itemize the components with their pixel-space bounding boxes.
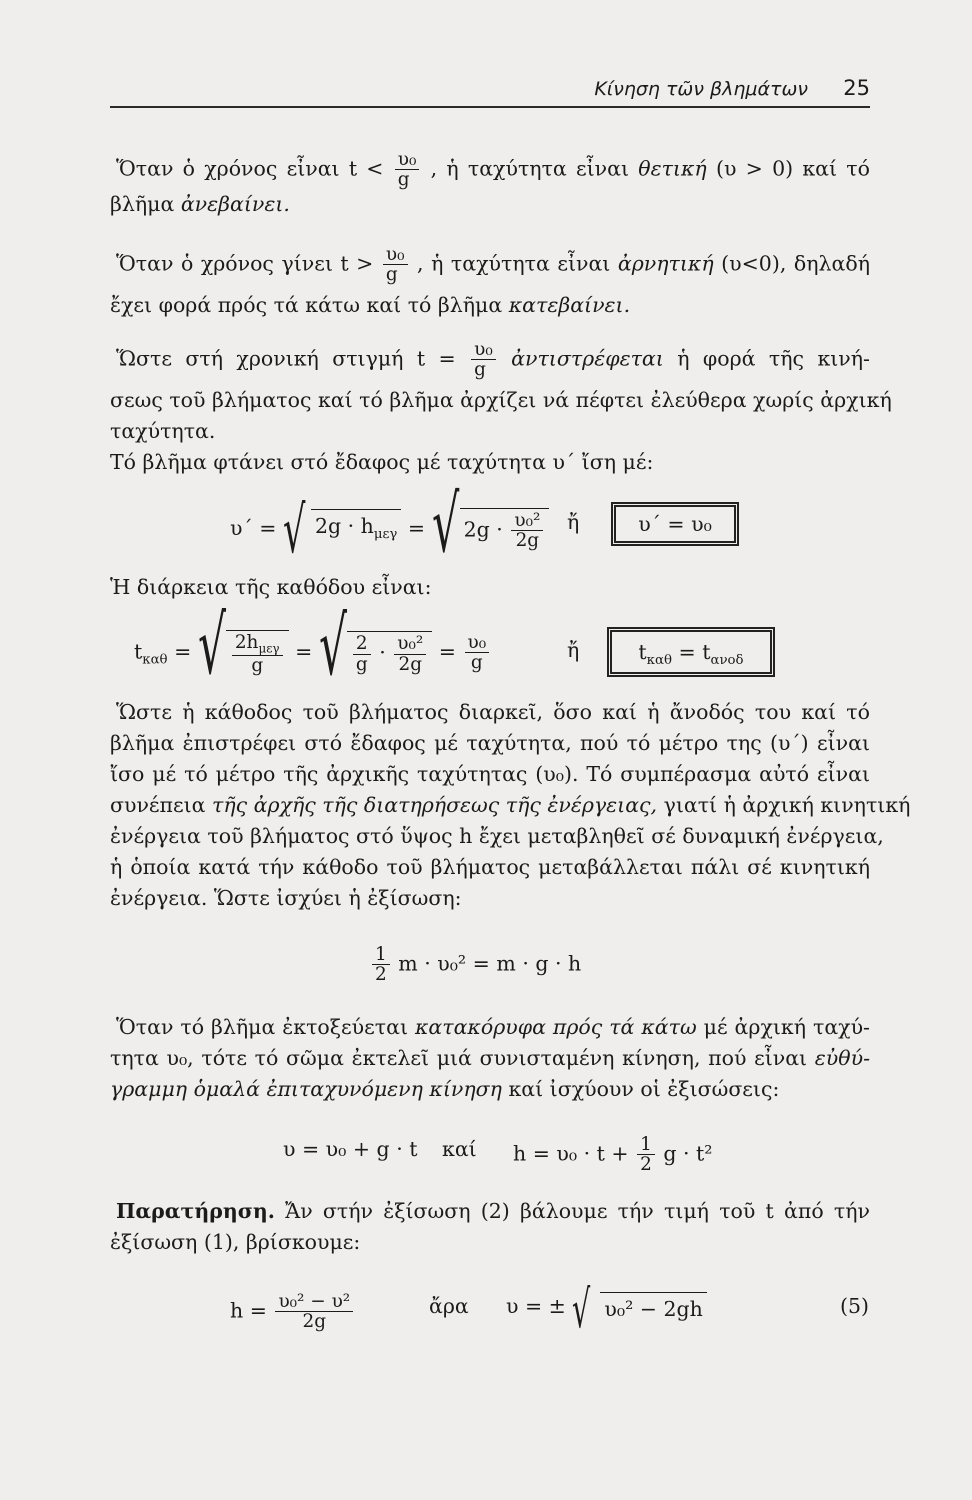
emphasis: ἀντιστρέφεται xyxy=(511,346,664,371)
fraction: $\frac{\text{υ₀}}{g}$ xyxy=(383,245,408,285)
emphasis: τῆς ἀρχῆς τῆς διατηρήσεως τῆς ἐνέργειας, xyxy=(212,793,658,817)
paragraph-line: Ὥστε ἡ κάθοδος τοῦ βλήματος διαρκεῖ, ὅσο καί ἡ ἄνοδός του καί τό xyxy=(116,700,870,724)
paragraph-line: ἐνέργεια τοῦ βλήματος στό ὕψος h ἔχει μεταβληθεῖ σέ δυναμική ἐνέργεια, xyxy=(110,824,884,848)
paragraph-line: Ἡ διάρκεια τῆς καθόδου εἶναι: xyxy=(110,575,432,599)
page-number: 25 xyxy=(843,76,870,100)
paragraph-line: συνέπεια τῆς ἀρχῆς τῆς διατηρήσεως τῆς ἐνέργειας, γιατί ἡ ἀρχική κινητική xyxy=(110,793,911,817)
boxed-result: υ΄ = υ₀ xyxy=(614,505,736,543)
paragraph-line: σεως τοῦ βλήματος καί τό βλῆμα ἀρχίζει νά πέφτει ἐλεύθερα χωρίς ἀρχική xyxy=(110,388,892,412)
text: , ἡ ταχύτητα εἶναι xyxy=(430,156,629,181)
paragraph-line: Ὥστε στή χρονική στιγμή t = $\frac{\text{υ₀}}{g}$ ἀντιστρέφεται ἡ φορά τῆς κινή- xyxy=(116,339,870,381)
paragraph-line: Ὅταν ὁ χρόνος γίνει t > $\frac{\text{υ₀}}{g}$ , ἡ ταχύτητα εἶναι ἀρνητική (υ<0), δηλαδή xyxy=(116,244,870,286)
emphasis: γραμμη ὁμαλά ἐπιταχυνόμενη κίνηση xyxy=(110,1077,502,1101)
paragraph-line: ἔχει φορά πρός τά κάτω καί τό βλῆμα κατεβαίνει. xyxy=(110,293,631,317)
equation-velocity-root: υ = ± √ υ₀² − 2gh xyxy=(506,1292,707,1323)
paragraph-line: βλῆμα ἀνεβαίνει. xyxy=(110,192,290,216)
or-word: ἤ xyxy=(567,510,580,534)
emphasis: κατακόρυφα πρός τά κάτω xyxy=(414,1015,697,1039)
ara-word: ἄρα xyxy=(429,1294,469,1318)
paragraph-line: ἴσο μέ τό μέτρο τῆς ἀρχικῆς ταχύτητας (υ₀). Τό συμπέρασμα αὐτό εἶναι xyxy=(110,762,870,786)
emphasis: ἀρνητική xyxy=(617,251,714,276)
square-root: √ $\frac{2}{g}$ · $\frac{\text{υ₀²}}{2g}$ xyxy=(319,631,432,674)
equation-descent-time: $t_{\kappa\alpha\theta}$ = √ $\frac{2h_{\mu\varepsilon\gamma}}{g}$ = √ $\frac{2}{g}$ · $\frac{\text{υ₀²}}{2g}$ = $\frac{\text{υ₀}}{g}$ xyxy=(134,630,491,676)
square-root: √ 2g · $\frac{\text{υ₀²}}{2g}$ xyxy=(432,508,550,551)
equation-final-velocity: υ΄ = √ $2g \cdot h_{\mu\varepsilon\gamma}$ = √ 2g · $\frac{\text{υ₀²}}{2g}$ xyxy=(230,508,549,551)
text: (υ > 0) καί τό xyxy=(715,156,870,181)
paragraph-line: γραμμη ὁμαλά ἐπιταχυνόμενη κίνηση καί ἰσχύουν οἱ ἐξισώσεις: xyxy=(110,1077,780,1101)
header-title: Κίνηση τῶν βλημάτων xyxy=(594,78,808,100)
fraction: $\frac{\text{υ₀}}{g}$ xyxy=(395,150,420,190)
paragraph-line: Παρατήρηση. Ἄν στήν ἐξίσωση (2) βάλουμε τήν τιμή τοῦ t ἀπό τήν xyxy=(116,1199,870,1223)
paragraph-line xyxy=(116,150,870,190)
boxed-result: $t_{\kappa\alpha\theta} = t_{\alpha\nu o\delta}$ xyxy=(610,630,772,674)
paragraph-line: ταχύτητα. xyxy=(110,419,216,443)
paragraph-line: τητα υ₀, τότε τό σῶμα ἐκτελεῖ μιά συνισταμένη κίνηση, πού εἶναι εὐθύ- xyxy=(110,1046,870,1070)
bold-label: Παρατήρηση. xyxy=(116,1199,275,1223)
equation-height: h = $\frac{\text{υ₀² − υ²}}{2g}$ xyxy=(230,1292,355,1332)
paragraph-line: ἐξίσωση (1), βρίσκουμε: xyxy=(110,1230,361,1254)
fraction: $\frac{\text{υ₀}}{g}$ xyxy=(471,340,496,380)
text: Ὅταν ὁ χρόνος εἶναι t < xyxy=(116,156,384,181)
equation-energy: $\frac{1}{2}$ m · υ₀² = m · g · h xyxy=(370,945,581,985)
emphasis: θετική xyxy=(638,156,707,181)
square-root: √ $2g \cdot h_{\mu\varepsilon\gamma}$ xyxy=(283,509,401,549)
paragraph-line: ἐνέργεια. Ὥστε ἰσχύει ἡ ἐξίσωση: xyxy=(110,886,462,910)
and-word: καί xyxy=(442,1137,477,1161)
emphasis: εὐθύ- xyxy=(814,1046,870,1070)
emphasis: ἀνεβαίνει. xyxy=(180,192,290,216)
equation-displacement: h = υ₀ · t + $\frac{1}{2}$ g · t² xyxy=(513,1134,713,1176)
paragraph-line: Τό βλῆμα φτάνει στό ἔδαφος μέ ταχύτητα υ΄ ἴση μέ: xyxy=(110,450,654,474)
or-word: ἤ xyxy=(567,638,580,662)
emphasis: κατεβαίνει. xyxy=(508,293,631,317)
equation-velocity-linear: υ = υ₀ + g · t xyxy=(283,1137,418,1161)
paragraph-line: βλῆμα ἐπιστρέφει στό ἔδαφος μέ ταχύτητα, πού τό μέτρο της (υ΄) εἶναι xyxy=(110,731,870,755)
square-root: √ $\frac{2h_{\mu\varepsilon\gamma}}{g}$ xyxy=(198,630,289,676)
square-root: √ υ₀² − 2gh xyxy=(572,1292,706,1323)
paragraph-line: Ὅταν τό βλῆμα ἐκτοξεύεται κατακόρυφα πρός τά κάτω μέ ἀρχική ταχύ- xyxy=(116,1015,870,1039)
running-header xyxy=(110,72,870,108)
paragraph-line: ἡ ὁποία κατά τήν κάθοδο τοῦ βλήματος μεταβάλλεται πάλι σέ κινητική xyxy=(110,855,870,879)
equation-label: (5) xyxy=(840,1294,870,1318)
